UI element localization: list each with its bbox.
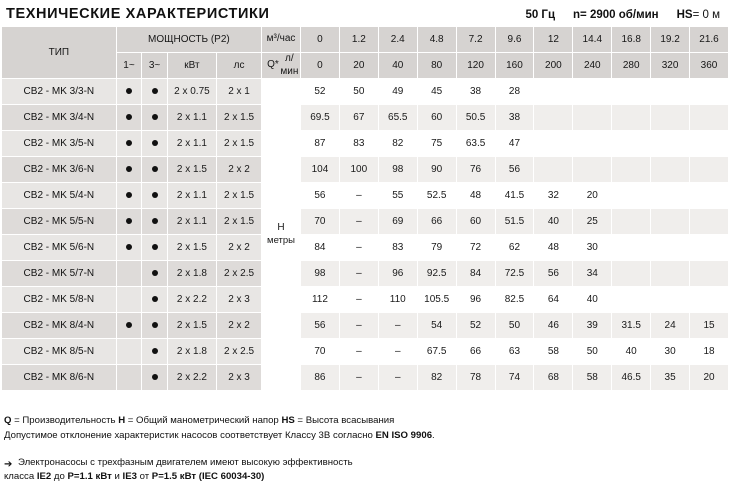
row-phase-3-marker — [142, 157, 168, 183]
table-row[interactable] — [2, 261, 729, 287]
specifications-table — [1, 26, 729, 391]
head-value-cell: – — [378, 365, 417, 391]
q-m3h-1: 1.2 — [339, 27, 378, 53]
table-row[interactable] — [2, 105, 729, 131]
footnote-from: от — [136, 470, 152, 482]
col-header-q-unit-m3h: м³/час — [262, 27, 301, 53]
head-value-cell: 50 — [495, 313, 534, 339]
row-power-kw: 2 x 2.2 — [167, 287, 216, 313]
head-value-cell: 83 — [378, 235, 417, 261]
head-value-cell — [573, 157, 612, 183]
row-phase-1-marker — [116, 339, 142, 365]
head-value-cell: 55 — [378, 183, 417, 209]
row-power-kw: 2 x 1.1 — [167, 209, 216, 235]
row-type-label: CB2 - MK 3/3-N — [2, 79, 117, 105]
footnote-line-4 — [4, 470, 724, 484]
q-lmin-2: 40 — [378, 53, 417, 79]
row-phase-1-marker — [116, 235, 142, 261]
head-value-cell: 84 — [456, 261, 495, 287]
col-header-kw: кВт — [167, 53, 216, 79]
head-value-cell: 66 — [456, 339, 495, 365]
head-value-cell: 40 — [573, 287, 612, 313]
head-value-cell: 20 — [690, 365, 729, 391]
head-value-cell: 67.5 — [417, 339, 456, 365]
row-phase-1-marker — [116, 313, 142, 339]
page-title: ТЕХНИЧЕСКИЕ ХАРАКТЕРИСТИКИ — [6, 6, 270, 22]
head-value-cell — [690, 261, 729, 287]
head-value-cell: 84 — [300, 235, 339, 261]
dot-icon — [152, 296, 158, 302]
footnotes — [4, 414, 724, 484]
head-value-cell: 67 — [339, 105, 378, 131]
row-phase-1-marker — [116, 365, 142, 391]
footnote-line-2 — [4, 429, 724, 443]
q-m3h-9: 19.2 — [651, 27, 690, 53]
row-phase-1-marker — [116, 131, 142, 157]
frequency-value: 50 Гц — [525, 9, 556, 21]
col-header-phase-3: 3~ — [142, 53, 168, 79]
row-type-label: CB2 - MK 5/5-N — [2, 209, 117, 235]
head-value-cell: 100 — [339, 157, 378, 183]
head-value-cell — [612, 79, 651, 105]
head-value-cell: 56 — [495, 157, 534, 183]
table-row[interactable] — [2, 183, 729, 209]
dot-icon — [152, 374, 158, 380]
head-value-cell — [651, 261, 690, 287]
head-value-cell: 60 — [417, 105, 456, 131]
head-value-cell — [690, 209, 729, 235]
head-value-cell: 39 — [573, 313, 612, 339]
head-value-cell: 98 — [300, 261, 339, 287]
head-value-cell: 30 — [573, 235, 612, 261]
rpm-label: n= — [573, 9, 587, 21]
head-value-cell: 70 — [300, 339, 339, 365]
row-power-kw: 2 x 2.2 — [167, 365, 216, 391]
head-value-cell — [612, 209, 651, 235]
q-lmin-4: 120 — [456, 53, 495, 79]
head-value-cell: 64 — [534, 287, 573, 313]
dot-icon — [152, 140, 158, 146]
q-m3h-6: 12 — [534, 27, 573, 53]
dot-icon — [126, 322, 132, 328]
row-phase-1-marker — [116, 183, 142, 209]
head-value-cell — [690, 287, 729, 313]
footnote-p15: P=1.5 кВт — [151, 470, 197, 482]
footnote-q-symbol: Q — [4, 415, 12, 426]
col-header-phase-1: 1~ — [116, 53, 142, 79]
footnote-class-label: класса — [4, 470, 37, 482]
dot-icon — [126, 192, 132, 198]
head-value-cell: 30 — [651, 339, 690, 365]
q-m3h-4: 7.2 — [456, 27, 495, 53]
footnote-period: . — [432, 429, 435, 441]
footnote-upto: до — [51, 470, 68, 482]
dot-icon — [152, 322, 158, 328]
head-value-cell: 32 — [534, 183, 573, 209]
head-value-cell: – — [339, 339, 378, 365]
col-header-power: МОЩНОСТЬ (P2) — [116, 27, 261, 53]
row-power-hp: 2 x 2 — [217, 235, 262, 261]
head-value-cell: 79 — [417, 235, 456, 261]
head-value-cell — [651, 131, 690, 157]
table-row[interactable] — [2, 235, 729, 261]
dot-icon — [126, 166, 132, 172]
head-value-cell: 50 — [339, 79, 378, 105]
h-symbol: H — [277, 222, 285, 234]
q-m3h-5: 9.6 — [495, 27, 534, 53]
row-phase-3-marker — [142, 313, 168, 339]
row-phase-1-marker — [116, 157, 142, 183]
head-value-cell: 46.5 — [612, 365, 651, 391]
footnote-tolerance-text: Допустимое отклонение характеристик насосов соответствует Классу 3В согласно — [4, 429, 376, 441]
head-value-cell — [612, 105, 651, 131]
table-row[interactable] — [2, 131, 729, 157]
head-value-cell — [651, 105, 690, 131]
head-value-cell: 52 — [300, 79, 339, 105]
footnote-p11: P=1.1 кВт — [67, 470, 112, 482]
row-power-kw: 2 x 1.5 — [167, 313, 216, 339]
row-phase-3-marker — [142, 339, 168, 365]
row-power-hp: 2 x 2 — [217, 157, 262, 183]
head-value-cell — [651, 287, 690, 313]
hs-group — [677, 9, 720, 21]
head-value-cell — [534, 157, 573, 183]
table-row[interactable] — [2, 287, 729, 313]
head-value-cell: 82.5 — [495, 287, 534, 313]
row-phase-3-marker — [142, 287, 168, 313]
row-power-kw: 2 x 1.5 — [167, 235, 216, 261]
head-value-cell — [612, 183, 651, 209]
head-value-cell: 50.5 — [456, 105, 495, 131]
row-power-hp: 2 x 1 — [217, 79, 262, 105]
row-phase-3-marker — [142, 209, 168, 235]
head-value-cell: 20 — [573, 183, 612, 209]
col-header-q-unit-lmin — [262, 53, 301, 79]
head-value-cell — [573, 105, 612, 131]
q-m3h-3: 4.8 — [417, 27, 456, 53]
dot-icon — [152, 218, 158, 224]
head-value-cell: 46 — [534, 313, 573, 339]
row-phase-3-marker — [142, 365, 168, 391]
head-value-cell: 92.5 — [417, 261, 456, 287]
row-power-kw: 2 x 1.5 — [167, 157, 216, 183]
head-value-cell: 90 — [417, 157, 456, 183]
row-phase-3-marker — [142, 183, 168, 209]
head-value-cell: – — [378, 313, 417, 339]
head-value-cell: 83 — [339, 131, 378, 157]
head-value-cell: 78 — [456, 365, 495, 391]
q-lmin-0: 0 — [300, 53, 339, 79]
head-value-cell: 58 — [534, 339, 573, 365]
footnote-hs-text: = Высота всасывания — [294, 415, 395, 426]
head-value-cell — [690, 157, 729, 183]
q-lmin-1: 20 — [339, 53, 378, 79]
footnote-h-symbol: H — [118, 415, 126, 426]
head-value-cell: 112 — [300, 287, 339, 313]
dot-icon — [126, 140, 132, 146]
head-value-cell: 62 — [495, 235, 534, 261]
head-value-cell: 105.5 — [417, 287, 456, 313]
row-phase-1-marker — [116, 79, 142, 105]
dot-icon — [126, 244, 132, 250]
table-row[interactable] — [2, 79, 729, 105]
head-value-cell: – — [339, 313, 378, 339]
head-value-cell: 63.5 — [456, 131, 495, 157]
footnote-ie3: IE3 — [122, 470, 137, 482]
head-value-cell: – — [339, 235, 378, 261]
head-value-cell: 75 — [417, 131, 456, 157]
head-value-cell — [612, 157, 651, 183]
head-value-cell: 63 — [495, 339, 534, 365]
row-power-hp: 2 x 3 — [217, 287, 262, 313]
col-header-type: ТИП — [2, 27, 117, 79]
dot-icon — [126, 218, 132, 224]
head-value-cell — [573, 79, 612, 105]
col-header-hp: лс — [217, 53, 262, 79]
q-m3h-2: 2.4 — [378, 27, 417, 53]
head-value-cell — [573, 131, 612, 157]
row-type-label: CB2 - MK 8/6-N — [2, 365, 117, 391]
row-power-kw: 2 x 1.8 — [167, 261, 216, 287]
row-type-label: CB2 - MK 8/4-N — [2, 313, 117, 339]
q-m3h-8: 16.8 — [612, 27, 651, 53]
head-value-cell: 58 — [573, 365, 612, 391]
table-row[interactable] — [2, 365, 729, 391]
row-type-label: CB2 - MK 5/4-N — [2, 183, 117, 209]
h-axis-label — [262, 79, 301, 391]
rpm-group — [573, 9, 659, 21]
head-value-cell: 69 — [378, 209, 417, 235]
table-row[interactable] — [2, 339, 729, 365]
head-value-cell: 28 — [495, 79, 534, 105]
head-value-cell: 49 — [378, 79, 417, 105]
head-value-cell: 34 — [573, 261, 612, 287]
row-power-hp: 2 x 1.5 — [217, 209, 262, 235]
head-value-cell: – — [339, 209, 378, 235]
head-value-cell: 69.5 — [300, 105, 339, 131]
head-value-cell: 104 — [300, 157, 339, 183]
head-value-cell: 31.5 — [612, 313, 651, 339]
head-value-cell — [651, 235, 690, 261]
head-value-cell: 41.5 — [495, 183, 534, 209]
row-power-hp: 2 x 2 — [217, 313, 262, 339]
head-value-cell: – — [339, 287, 378, 313]
head-value-cell: 47 — [495, 131, 534, 157]
footnote-and: и — [111, 470, 123, 482]
row-phase-1-marker — [116, 287, 142, 313]
row-phase-3-marker — [142, 131, 168, 157]
head-value-cell — [612, 287, 651, 313]
head-value-cell — [690, 79, 729, 105]
table-row[interactable] — [2, 209, 729, 235]
head-value-cell — [534, 131, 573, 157]
head-value-cell: 51.5 — [495, 209, 534, 235]
row-phase-1-marker — [116, 209, 142, 235]
head-value-cell — [612, 235, 651, 261]
row-power-hp: 2 x 2.5 — [217, 339, 262, 365]
head-value-cell: 110 — [378, 287, 417, 313]
q-lmin-5: 160 — [495, 53, 534, 79]
dot-icon — [152, 88, 158, 94]
head-value-cell — [534, 79, 573, 105]
dot-icon — [152, 114, 158, 120]
row-phase-3-marker — [142, 235, 168, 261]
head-value-cell: 45 — [417, 79, 456, 105]
table-row[interactable] — [2, 157, 729, 183]
head-value-cell: 66 — [417, 209, 456, 235]
head-value-cell: – — [339, 365, 378, 391]
q-lmin-8: 280 — [612, 53, 651, 79]
head-value-cell: 38 — [456, 79, 495, 105]
row-type-label: CB2 - MK 3/4-N — [2, 105, 117, 131]
table-header-row-1 — [2, 27, 729, 53]
head-value-cell: 25 — [573, 209, 612, 235]
q-lmin-10: 360 — [690, 53, 729, 79]
head-value-cell: 60 — [456, 209, 495, 235]
head-value-cell — [651, 157, 690, 183]
table-row[interactable] — [2, 313, 729, 339]
head-value-cell: 86 — [300, 365, 339, 391]
row-type-label: CB2 - MK 5/6-N — [2, 235, 117, 261]
head-value-cell: 54 — [417, 313, 456, 339]
head-value-cell: 18 — [690, 339, 729, 365]
head-value-cell: 40 — [534, 209, 573, 235]
head-value-cell: 48 — [456, 183, 495, 209]
head-value-cell: 56 — [534, 261, 573, 287]
q-m3h-0: 0 — [300, 27, 339, 53]
head-value-cell: 82 — [378, 131, 417, 157]
head-value-cell: 74 — [495, 365, 534, 391]
q-m3h-7: 14.4 — [573, 27, 612, 53]
row-phase-3-marker — [142, 79, 168, 105]
arrow-icon: ➔ — [4, 458, 13, 470]
head-value-cell: 72 — [456, 235, 495, 261]
row-power-hp: 2 x 3 — [217, 365, 262, 391]
footnote-line-3 — [4, 456, 724, 470]
row-phase-1-marker — [116, 105, 142, 131]
hs-value: = 0 м — [692, 9, 720, 21]
head-value-cell: 35 — [651, 365, 690, 391]
head-value-cell: 70 — [300, 209, 339, 235]
head-value-cell: 15 — [690, 313, 729, 339]
head-value-cell: 87 — [300, 131, 339, 157]
row-power-kw: 2 x 0.75 — [167, 79, 216, 105]
q-m3h-10: 21.6 — [690, 27, 729, 53]
head-value-cell: 40 — [612, 339, 651, 365]
head-value-cell — [651, 79, 690, 105]
header-specs — [525, 9, 724, 22]
head-value-cell — [690, 131, 729, 157]
head-value-cell: – — [378, 339, 417, 365]
head-value-cell: 24 — [651, 313, 690, 339]
footnote-q-text: = Производительность — [11, 415, 119, 426]
head-value-cell: 68 — [534, 365, 573, 391]
dot-icon — [126, 114, 132, 120]
row-phase-3-marker — [142, 105, 168, 131]
footnote-line-1 — [4, 414, 724, 428]
row-type-label: CB2 - MK 3/5-N — [2, 131, 117, 157]
head-value-cell: – — [339, 261, 378, 287]
head-value-cell: 82 — [417, 365, 456, 391]
footnote-ie2: IE2 — [36, 470, 52, 482]
dot-icon — [152, 348, 158, 354]
row-power-hp: 2 x 2.5 — [217, 261, 262, 287]
head-value-cell: 48 — [534, 235, 573, 261]
dot-icon — [152, 244, 158, 250]
row-power-hp: 2 x 1.5 — [217, 183, 262, 209]
head-value-cell — [651, 209, 690, 235]
dot-icon — [152, 270, 158, 276]
head-value-cell — [690, 183, 729, 209]
head-value-cell: 98 — [378, 157, 417, 183]
head-value-cell: 72.5 — [495, 261, 534, 287]
q-unit-lmin: л/мин — [280, 53, 299, 77]
rpm-value: 2900 об/мин — [589, 9, 659, 21]
head-value-cell — [534, 105, 573, 131]
page-header — [0, 0, 730, 26]
head-value-cell — [690, 235, 729, 261]
row-phase-1-marker — [116, 261, 142, 287]
head-value-cell: 52 — [456, 313, 495, 339]
dot-icon — [152, 192, 158, 198]
table-body — [2, 79, 729, 391]
head-value-cell: 76 — [456, 157, 495, 183]
head-value-cell: 96 — [378, 261, 417, 287]
row-power-kw: 2 x 1.8 — [167, 339, 216, 365]
head-value-cell: 52.5 — [417, 183, 456, 209]
footnote-iec: (IEC 60034-30) — [196, 470, 265, 482]
head-value-cell: 65.5 — [378, 105, 417, 131]
row-power-hp: 2 x 1.5 — [217, 131, 262, 157]
head-value-cell: 56 — [300, 313, 339, 339]
footnote-efficiency-text: Электронасосы с трехфазным двигателем имеют высокую эффективность — [18, 456, 353, 468]
row-power-kw: 2 x 1.1 — [167, 105, 216, 131]
head-value-cell — [612, 261, 651, 287]
footnote-standard: EN ISO 9906 — [375, 429, 433, 441]
row-type-label: CB2 - MK 8/5-N — [2, 339, 117, 365]
dot-icon — [126, 88, 132, 94]
row-power-kw: 2 x 1.1 — [167, 131, 216, 157]
row-type-label: CB2 - MK 5/7-N — [2, 261, 117, 287]
hs-label: HS — [676, 9, 693, 21]
q-lmin-7: 240 — [573, 53, 612, 79]
footnote-h-text: = Общий манометрический напор — [125, 415, 282, 426]
q-symbol: Q* — [267, 59, 279, 71]
head-value-cell: – — [339, 183, 378, 209]
q-lmin-6: 200 — [534, 53, 573, 79]
head-value-cell: 38 — [495, 105, 534, 131]
head-value-cell: 50 — [573, 339, 612, 365]
head-value-cell: 56 — [300, 183, 339, 209]
q-lmin-3: 80 — [417, 53, 456, 79]
dot-icon — [152, 166, 158, 172]
head-value-cell — [612, 131, 651, 157]
q-lmin-9: 320 — [651, 53, 690, 79]
head-value-cell — [690, 105, 729, 131]
row-power-kw: 2 x 1.1 — [167, 183, 216, 209]
row-type-label: CB2 - MK 3/6-N — [2, 157, 117, 183]
table-head — [2, 27, 729, 79]
row-phase-3-marker — [142, 261, 168, 287]
footnote-hs-symbol: HS — [281, 415, 295, 426]
head-value-cell: 96 — [456, 287, 495, 313]
head-value-cell — [651, 183, 690, 209]
h-unit: метры — [267, 234, 296, 246]
row-type-label: CB2 - MK 5/8-N — [2, 287, 117, 313]
row-power-hp: 2 x 1.5 — [217, 105, 262, 131]
